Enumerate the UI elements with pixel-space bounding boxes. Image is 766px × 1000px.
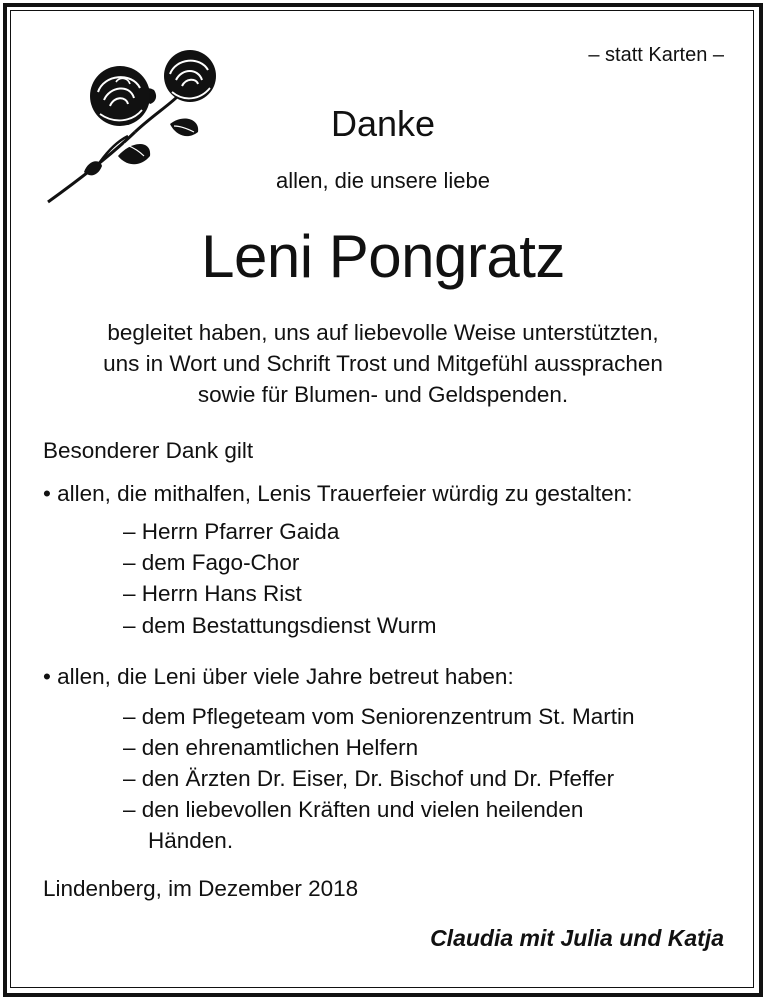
thanks-list-item: Händen. bbox=[123, 828, 234, 853]
thanks-list-item: – den ehrenamtlichen Helfern bbox=[123, 735, 419, 760]
place-date: Lindenberg, im Dezember 2018 bbox=[43, 876, 359, 901]
thanks-list-item: – dem Bestattungsdienst Wurm bbox=[123, 613, 437, 638]
thanks-list-item: – den Ärzten Dr. Eiser, Dr. Bischof und Dr. Pfeffer bbox=[123, 766, 615, 791]
statt-karten-note: – statt Karten – bbox=[588, 44, 724, 66]
thanks-list-item: – dem Pflegeteam vom Seniorenzentrum St. Martin bbox=[123, 704, 635, 729]
thanks-line: uns in Wort und Schrift Trost und Mitgefühl aussprachen bbox=[103, 351, 663, 376]
signature: Claudia mit Julia und Katja bbox=[430, 925, 724, 951]
bullet-item: • allen, die Leni über viele Jahre betreut haben: bbox=[43, 664, 514, 689]
thanks-text bbox=[0, 317, 766, 410]
thanks-list-item: – Herrn Hans Rist bbox=[123, 581, 302, 606]
thanks-list-item: – dem Fago-Chor bbox=[123, 550, 300, 575]
title: Danke bbox=[330, 103, 436, 144]
thanks-line: sowie für Blumen- und Geldspenden. bbox=[197, 382, 569, 407]
thanks-line: begleitet haben, uns auf liebevolle Weise unterstützten, bbox=[107, 320, 659, 345]
bullet-item: • allen, die mithalfen, Lenis Trauerfeier würdig zu gestalten: bbox=[43, 481, 633, 506]
intro-line: allen, die unsere liebe bbox=[275, 168, 491, 193]
deceased-name: Leni Pongratz bbox=[201, 223, 565, 290]
thanks-list-item: – den liebevollen Kräften und vielen heilenden bbox=[123, 797, 584, 822]
thanks-list-item: – Herrn Pfarrer Gaida bbox=[123, 519, 340, 544]
special-thanks-heading: Besonderer Dank gilt bbox=[43, 438, 254, 463]
